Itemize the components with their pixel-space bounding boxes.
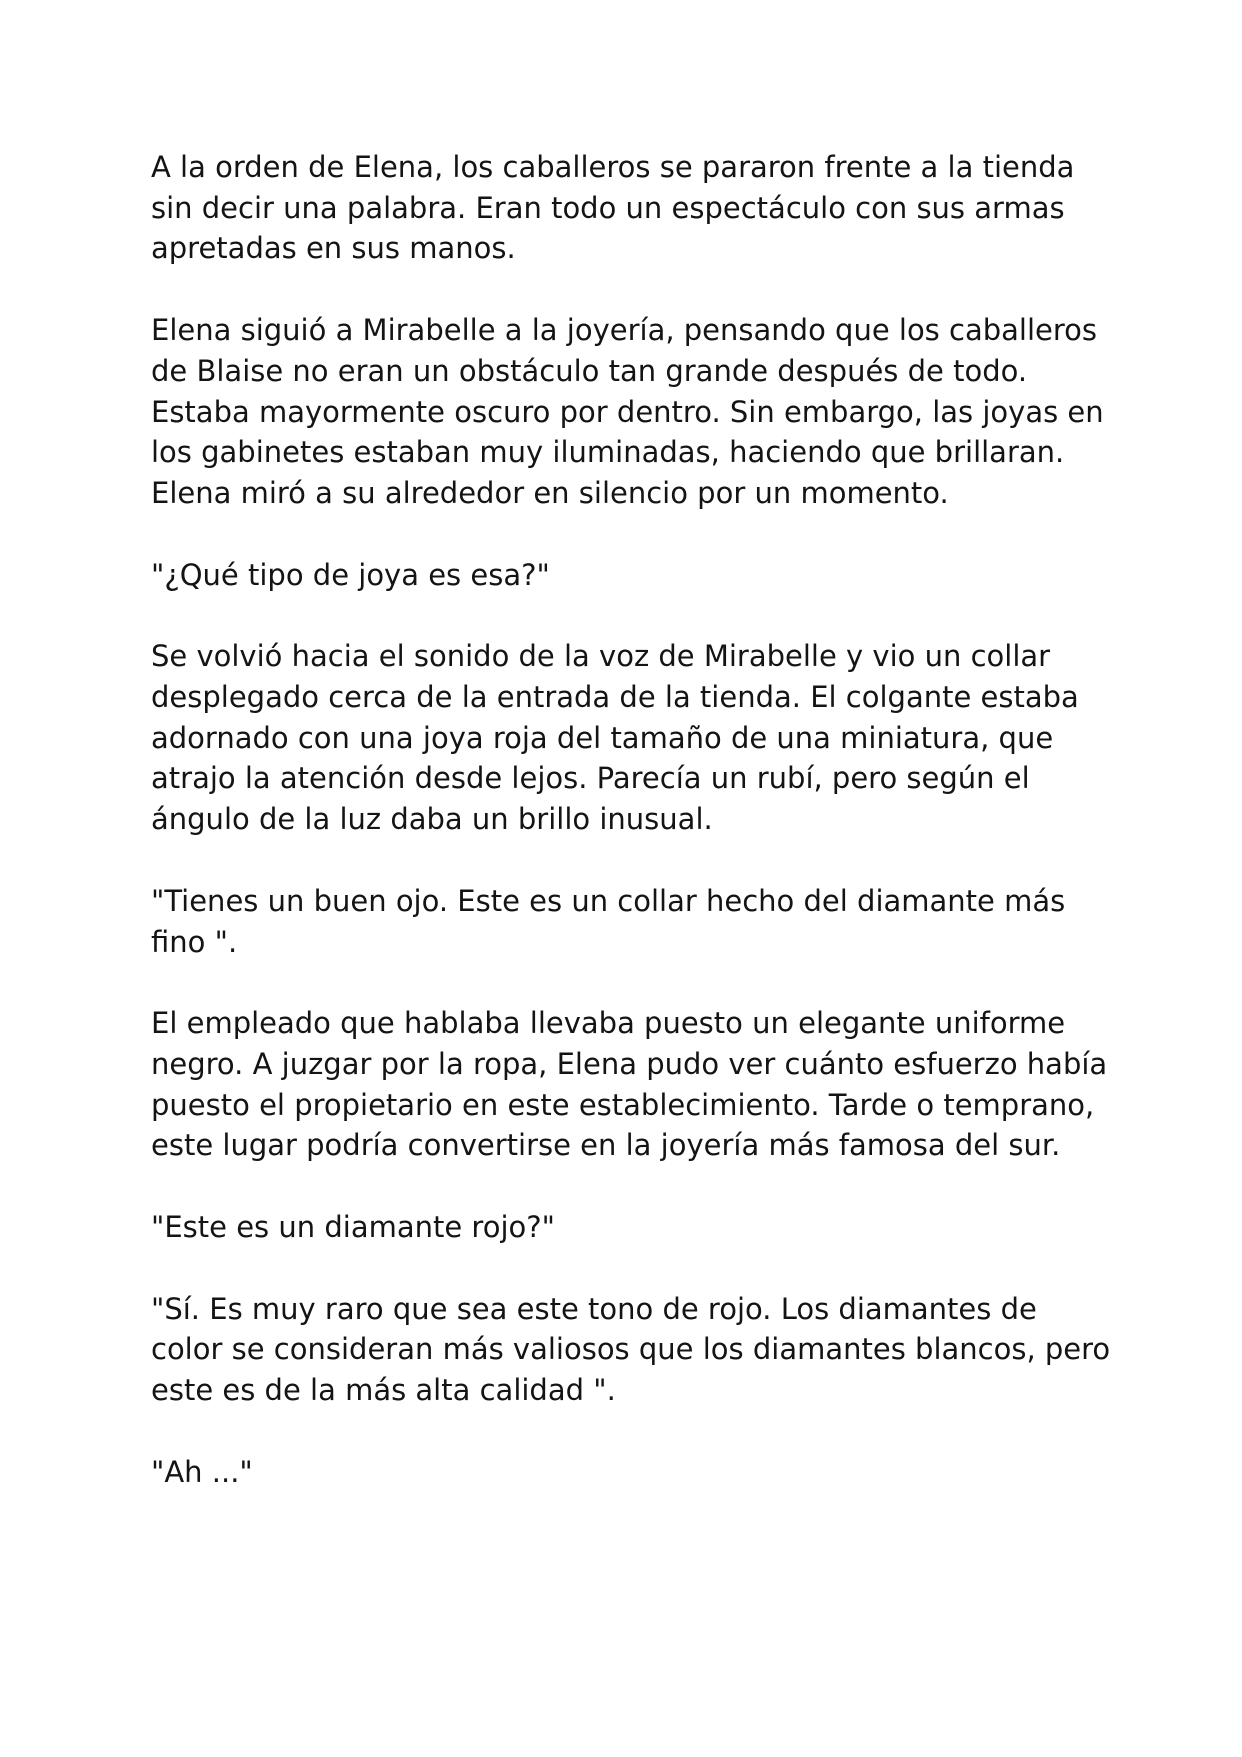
dialogue-line: "Ah ..." [151, 1454, 253, 1489]
paragraph: El empleado que hablaba llevaba puesto un elegante uniforme negro. A juzgar por la ropa, Elena pudo ver cuánto esfuerzo había puesto el propietario en este establecimiento. Tarde o temprano, este lugar podría convertirse en la joyería más famosa del sur. [151, 1006, 1108, 1163]
dialogue-line: "Tienes un buen ojo. Este es un collar hecho del diamante más fino ". [151, 883, 1066, 959]
dialogue-line: "¿Qué tipo de joya es esa?" [151, 557, 550, 592]
dialogue-line: "Este es un diamante rojo?" [151, 1210, 555, 1245]
document-body [151, 147, 1111, 1493]
paragraph: Se volvió hacia el sonido de la voz de Mirabelle y vio un collar desplegado cerca de la entrada de la tienda. El colgante estaba adornado con una joya roja del tamaño de una miniatura, que atrajo la atención desde lejos. Parecía un rubí, pero según el ángulo de la luz daba un brillo inusual. [151, 639, 1079, 837]
paragraph: A la orden de Elena, los caballeros se pararon frente a la tienda sin decir una palabra. Eran todo un espectáculo con sus armas apretadas en sus manos. [151, 150, 1075, 266]
paragraph: Elena siguió a Mirabelle a la joyería, pensando que los caballeros de Blaise no eran un obstáculo tan grande después de todo. Estaba mayormente oscuro por dentro. Sin embargo, las joyas en los gabinetes estaban muy iluminadas, haciendo que brillaran. Elena miró a su alrededor en silencio por un momento. [151, 313, 1104, 510]
dialogue-line: "Sí. Es muy raro que sea este tono de rojo. Los diamantes de color se consideran más valiosos que los diamantes blancos, pero este es de la más alta calidad ". [151, 1291, 1111, 1408]
